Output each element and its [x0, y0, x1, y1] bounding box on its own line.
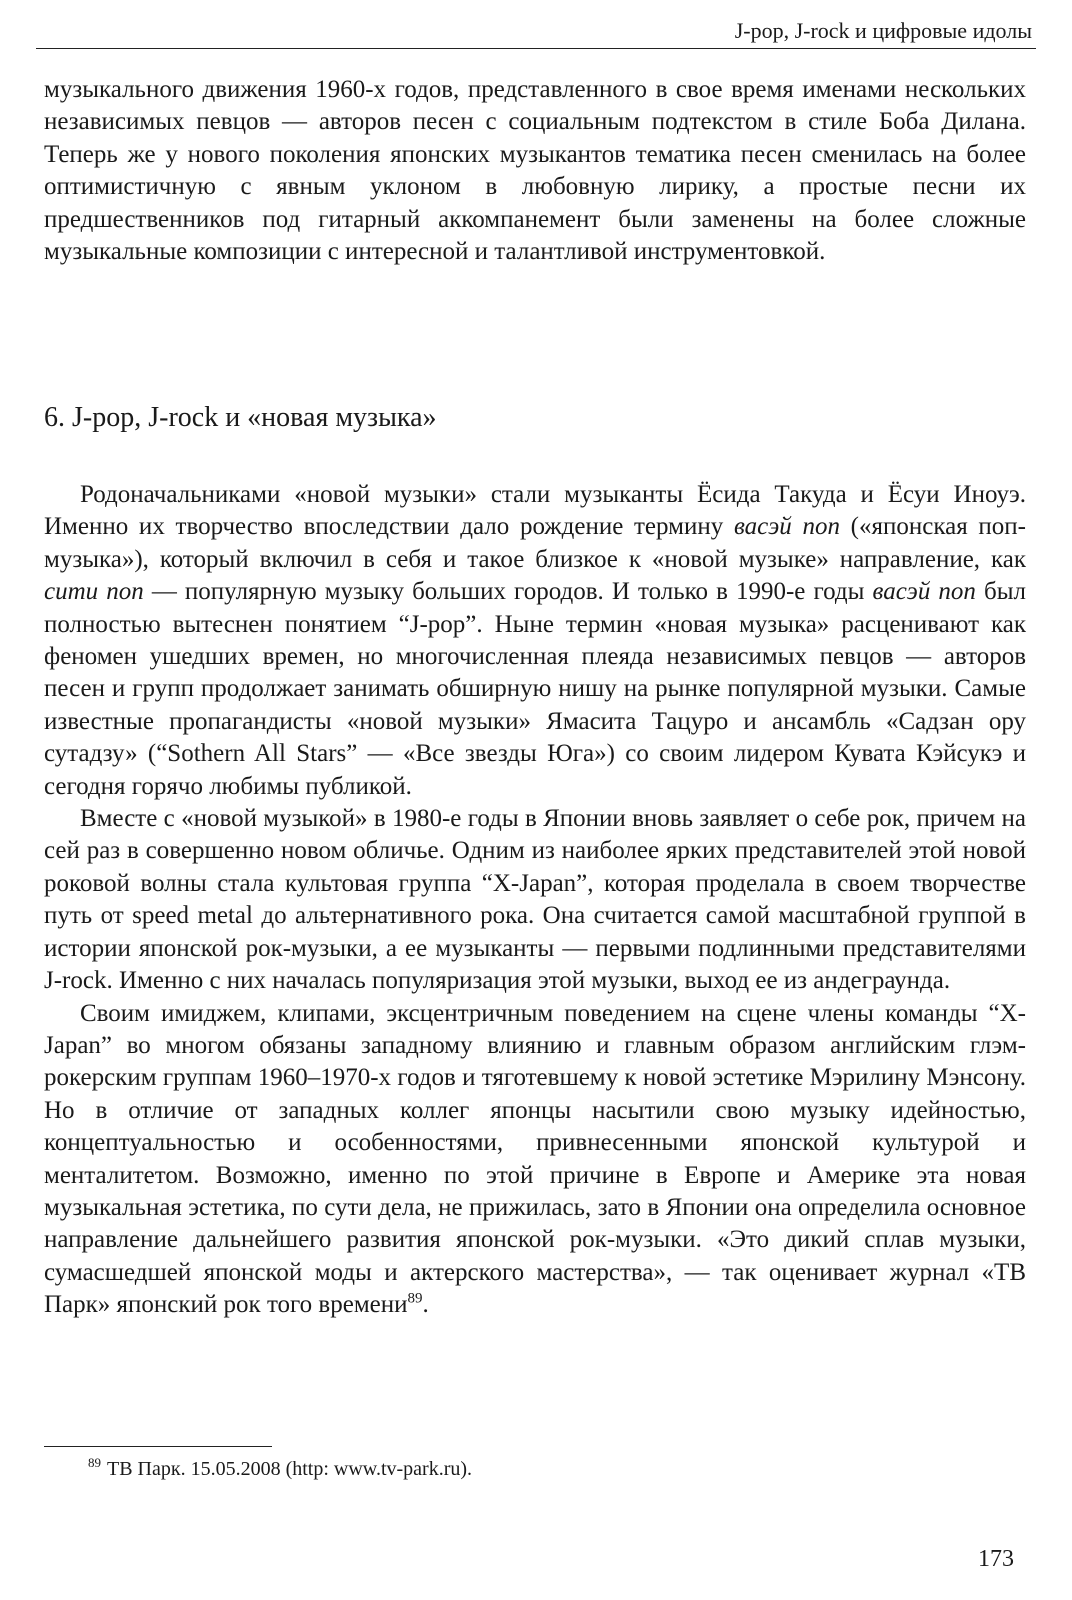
- running-title: J-pop, J-rock и цифровые идолы: [734, 18, 1032, 43]
- paragraph-1-text-b: («японская поп-музыка»), который включил в себя и такое близкое к «новой музыке» направление, как: [44, 513, 1026, 573]
- footnote-reference[interactable]: 89: [407, 1290, 423, 1307]
- paragraph-1: [44, 479, 1026, 803]
- running-header: [36, 14, 1036, 49]
- term-city-pop: сити поп: [44, 578, 144, 606]
- footnote: [88, 1455, 473, 1481]
- paragraph-1-text-d: был полностью вытеснен понятием “J-pop”. Ныне термин «новая музыка» расценивают как феномен ушедших времен, но многочисленная плеяда независимых певцов — авторов песен и групп продолжает занимать обширную нишу на рынке популярной музыки. Самые известные пропагандисты «новой музыки» Ямасита Тацуро и ансамбль «Садзан ору сутадзу» (“Sothern All Stars” — «Все звезды Юга») со своим лидером Кувата Кэйсукэ и сегодня горячо любимы публикой.: [44, 578, 1026, 800]
- paragraph-3-end: .: [422, 1291, 429, 1319]
- paragraph-1-text-c: — популярную музыку больших городов. И только в 1990-е годы: [143, 578, 873, 606]
- term-wasei-pop-2: васэй поп: [872, 578, 976, 606]
- page-number: 173: [978, 1546, 1014, 1572]
- section-heading: 6. J-pop, J-rock и «новая музыка»: [44, 402, 437, 433]
- paragraph-2: Вместе с «новой музыкой» в 1980-е годы в Японии вновь заявляет о себе рок, причем на сей раз в совершенно новом обличье. Одним из наиболее ярких представителей этой новой роковой волны стала культовая группа “X-Japan”, которая проделала в своем творчестве путь от speed metal до альтернативного рока. Она считается самой масштабной группой в истории японской рок-музыки, а ее музыканты — первыми подлинными представителями J-rock. Именно с них началась популяризация этой музыки, выход ее из андеграунда.: [44, 805, 1026, 995]
- paragraph-3-text: Своим имиджем, клипами, эксцентричным поведением на сцене члены команды “X-Japan” во многом обязаны западному влиянию и главным образом английским глэм-рокерским группам 1960–1970-х годов и тяготевшему к новой эстетике Мэрилину Мэнсону. Но в отличие от западных коллег японцы насытили свою музыку идейностью, концептуальностью и особенностями, привнесенными японской культурой и менталитетом. Возможно, именно по этой причине в Европе и Америке эта новая музыкальная эстетика, по сути дела, не прижилась, зато в Японии она определила основное направление дальнейшего развития японской рок-музыки. «Это дикий сплав музыки, сумасшедшей японской моды и актерского мастерства», — так оценивает журнал «ТВ Парк» японский рок того времени: [44, 999, 1026, 1319]
- section-body: [44, 479, 1026, 1322]
- continued-text-block: [44, 74, 1026, 268]
- paragraph-1-text-a: Родоначальниками «новой музыки» стали музыканты Ёсида Такуда и Ёсуи Иноуэ. Именно их творчество впоследствии дало рождение термину: [44, 481, 1026, 541]
- paragraph-3: [44, 998, 1026, 1322]
- continued-paragraph: музыкального движения 1960-х годов, представленного в свое время именами нескольких независимых певцов — авторов песен с социальным подтекстом в стиле Боба Дилана. Теперь же у нового поколения японских музыкантов тематика песен сменилась на более оптимистичную с явным уклоном в любовную лирику, а простые песни их предшественников под гитарный аккомпанемент были заменены на более сложные музыкальные композиции с интересной и талантливой инструментовкой.: [44, 76, 1026, 266]
- footnote-divider: [44, 1446, 272, 1447]
- footnote-number: 89: [88, 1455, 101, 1471]
- footnote-text: ТВ Парк. 15.05.2008 (http: www.tv-park.ru).: [107, 1458, 473, 1480]
- term-wasei-pop: васэй поп: [733, 513, 840, 541]
